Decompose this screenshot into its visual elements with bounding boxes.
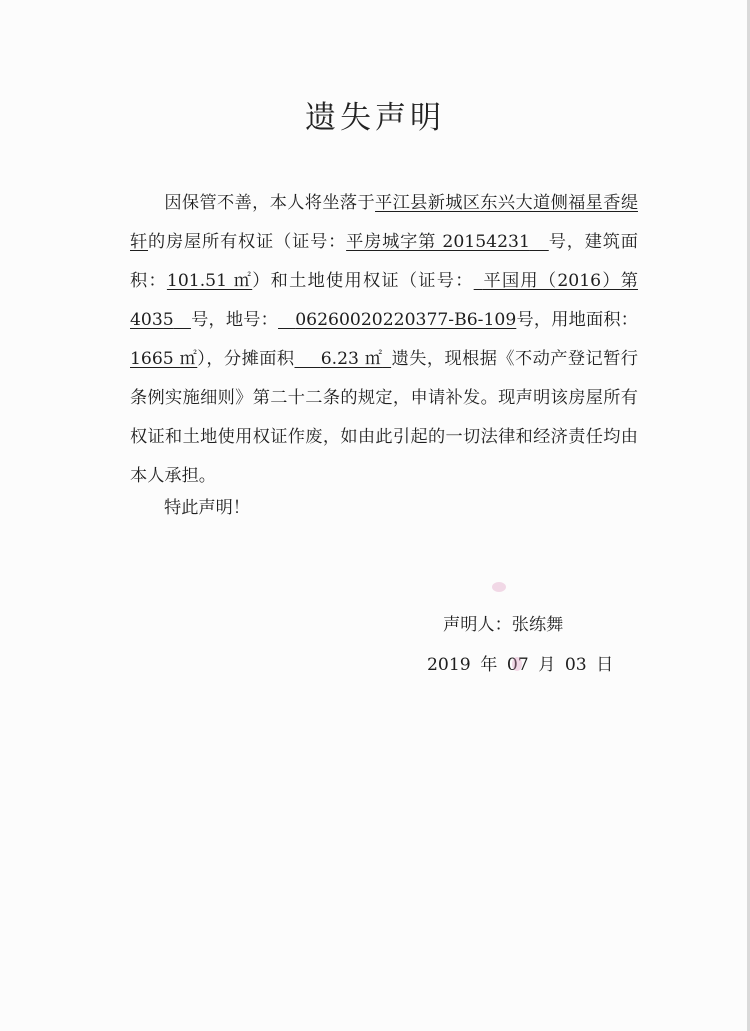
house-area-prefix: 号，建筑面积： <box>130 232 638 291</box>
land-cert-prefix: ）和土地使用权证（证号： <box>252 271 474 291</box>
land-cert-blank-left <box>474 271 483 291</box>
house-cert-prefix: 的房屋所有权证（证号： <box>148 232 347 252</box>
parcel-prefix: 号，地号： <box>190 310 279 330</box>
declarant-line: 声明人：张练舞 <box>443 615 564 635</box>
document-title: 遗失声明 <box>305 100 445 136</box>
parcel-blank-left <box>278 310 295 330</box>
house-cert-number: 平房城字第 20154231 <box>346 232 530 252</box>
declaration-date: 2019 年 07 月 03 日 <box>427 655 614 675</box>
house-area: 101.51 ㎡ <box>166 271 253 291</box>
property-location: 平江县新城区东兴大道侧福星香缇轩 <box>130 193 638 252</box>
shared-area-blank-right <box>383 349 392 369</box>
shared-area: 6.23 ㎡ <box>320 349 383 369</box>
intro-text: 因保管不善，本人将坐落于 <box>164 193 376 213</box>
faint-stamp-mark <box>492 582 506 592</box>
declaration-body <box>130 184 638 496</box>
land-area: 1665 ㎡ <box>130 349 198 369</box>
land-area-prefix: 号，用地面积： <box>516 310 638 330</box>
shared-area-prefix: ），分摊面积 <box>197 349 295 369</box>
land-cert-number: 平国用（2016）第 4035 <box>130 271 638 330</box>
ending-text: 遗失，现根据《不动产登记暂行条例实施细则》第二十二条的规定，申请补发。现声明该房屋所有权证和土地使用权证作废，如由此引起的一切法律和经济责任均由本人承担。 <box>130 349 638 486</box>
land-cert-blank-right <box>174 310 191 330</box>
closing-statement: 特此声明！ <box>164 498 250 518</box>
faint-stamp-mark <box>512 657 522 671</box>
shared-area-blank-left <box>294 349 320 369</box>
house-cert-blank <box>530 232 549 252</box>
parcel-number: 06260020220377-B6-109 <box>295 310 517 330</box>
